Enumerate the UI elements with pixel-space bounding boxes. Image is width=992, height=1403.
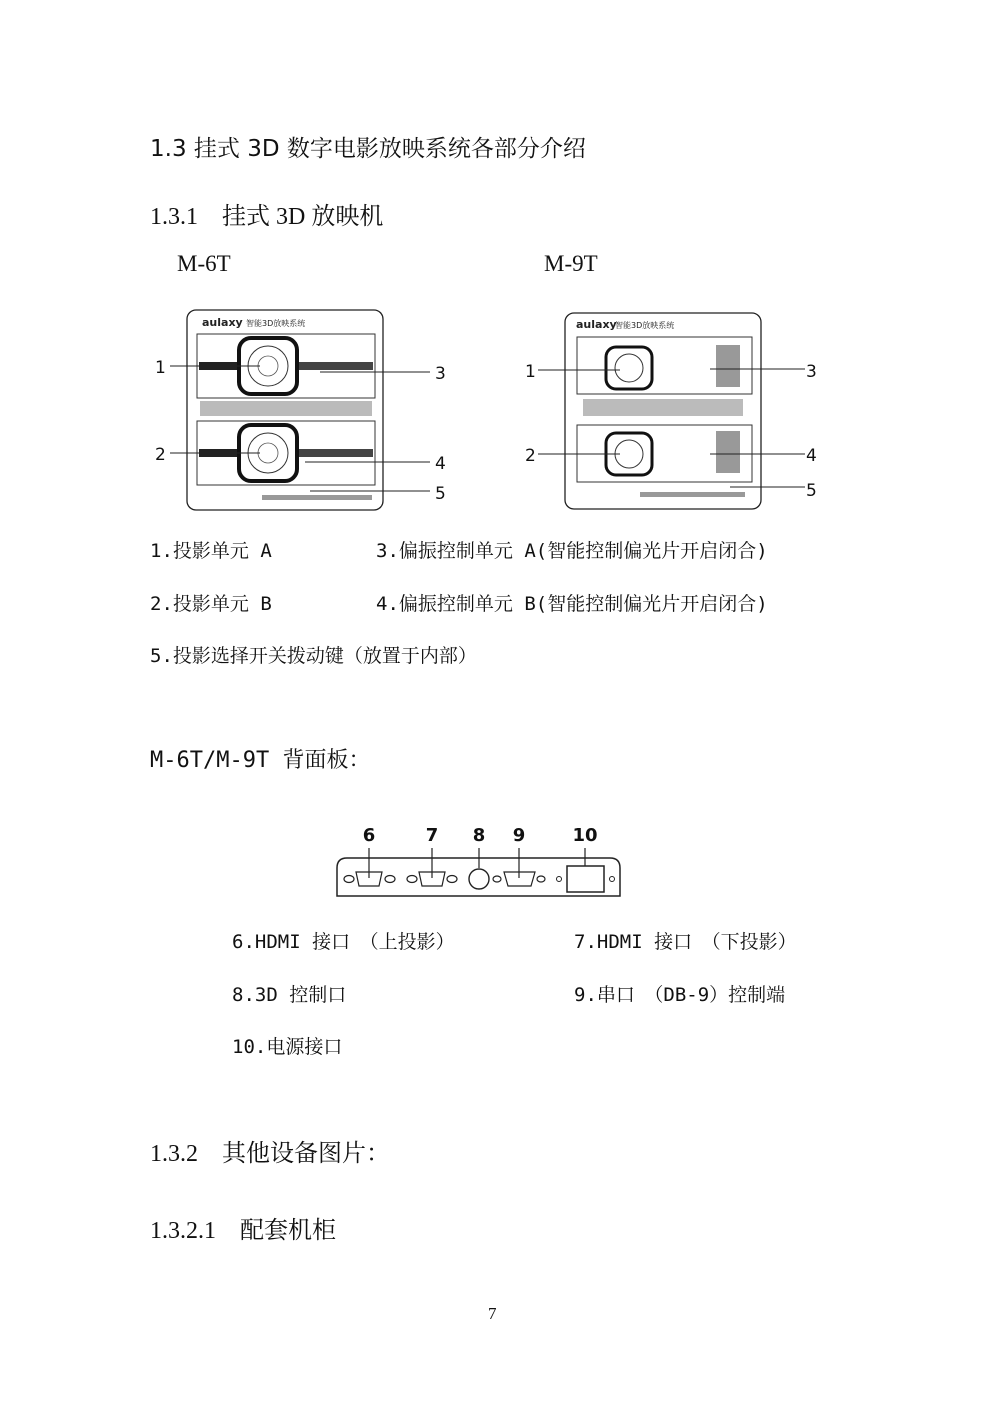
brand-cn: 智能3D放映系统 bbox=[246, 319, 306, 328]
callout-2: 2 bbox=[155, 445, 166, 465]
port-callout-7: 7 bbox=[425, 825, 439, 846]
brand-logo: aulaxy bbox=[202, 316, 243, 329]
port-callout-9: 9 bbox=[512, 825, 526, 846]
port-legend-9: 9.串口 （DB-9）控制端 bbox=[574, 984, 786, 1006]
port-legend-8: 8.3D 控制口 bbox=[232, 984, 347, 1006]
legend-item-5: 5.投影选择开关拨动键（放置于内部） bbox=[150, 645, 477, 667]
port-legend-6: 6.HDMI 接口 （上投影） bbox=[232, 931, 455, 953]
model-label-m6t: M-6T bbox=[177, 251, 231, 276]
port-legend-7: 7.HDMI 接口 （下投影） bbox=[574, 931, 797, 953]
subsection-heading-1-3-2-1: 1.3.2.1 配套机柜 bbox=[150, 1218, 336, 1244]
m6t-front-figure bbox=[150, 305, 460, 515]
port-legend-10: 10.电源接口 bbox=[232, 1036, 343, 1058]
backpanel-heading: M-6T/M-9T 背面板： bbox=[150, 748, 371, 773]
callout-1: 1 bbox=[155, 358, 166, 378]
legend-item-2: 2.投影单元 B bbox=[150, 593, 272, 615]
port-callout-8: 8 bbox=[472, 825, 486, 846]
m9t-front-figure bbox=[520, 305, 830, 515]
callout-3: 3 bbox=[806, 362, 817, 382]
brand-cn: 智能3D放映系统 bbox=[615, 321, 675, 330]
legend-item-3: 3.偏振控制单元 A(智能控制偏光片开启闭合) bbox=[376, 540, 768, 562]
callout-4: 4 bbox=[435, 454, 446, 474]
page-number: 7 bbox=[488, 1304, 497, 1323]
backpanel-figure bbox=[330, 820, 630, 900]
callout-1: 1 bbox=[525, 362, 536, 382]
section-title: 1.3 挂式 3D 数字电影放映系统各部分介绍 bbox=[150, 136, 586, 162]
callout-5: 5 bbox=[435, 484, 446, 504]
port-callout-6: 6 bbox=[362, 825, 376, 846]
callout-2: 2 bbox=[525, 446, 536, 466]
callout-3: 3 bbox=[435, 364, 446, 384]
legend-item-1: 1.投影单元 A bbox=[150, 540, 272, 562]
model-label-m9t: M-9T bbox=[544, 251, 598, 276]
subsection-heading-1-3-1: 1.3.1 挂式 3D 放映机 bbox=[150, 204, 384, 230]
port-callout-10: 10 bbox=[572, 825, 598, 846]
callout-4: 4 bbox=[806, 446, 817, 466]
callout-5: 5 bbox=[806, 481, 817, 501]
legend-item-4: 4.偏振控制单元 B(智能控制偏光片开启闭合) bbox=[376, 593, 768, 615]
brand-logo: aulaxy bbox=[576, 318, 617, 331]
subsection-heading-1-3-2: 1.3.2 其他设备图片： bbox=[150, 1141, 390, 1167]
